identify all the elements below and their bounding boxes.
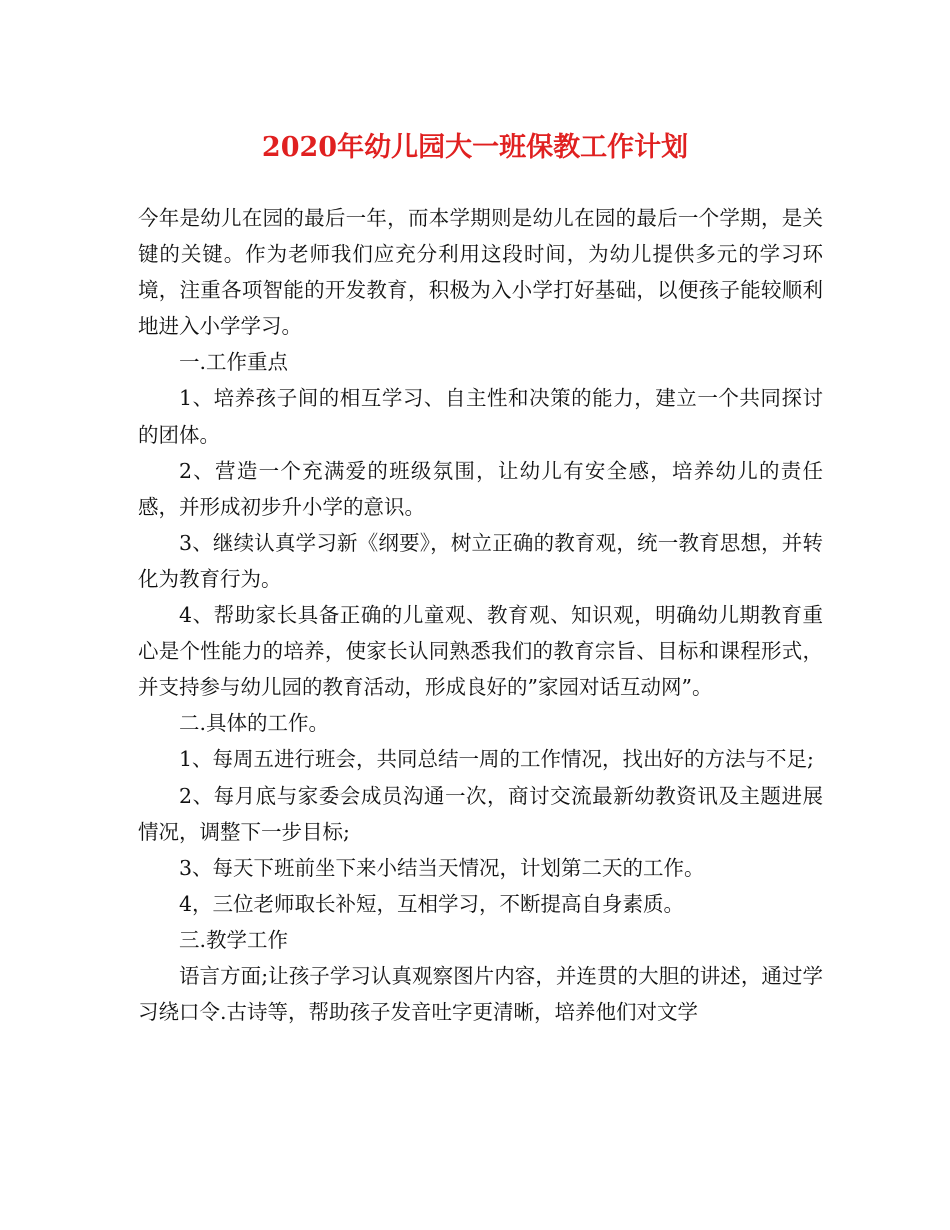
paragraph-focus-2: 2、营造一个充满爱的班级氛围，让幼儿有安全感，培养幼儿的责任感，并形成初步升小学的意识。 [138,458,823,519]
paragraph-intro: 今年是幼儿在园的最后一年，而本学期则是幼儿在园的最后一个学期，是关键的关键。作为老师我们应充分利用这段时间，为幼儿提供多元的学习环境，注重各项智能的开发教育，积极为入小学打好基础，以便孩子能较顺利地进入小学学习。 [138,206,823,339]
paragraph-focus-3: 3、继续认真学习新《纲要》，树立正确的教育观，统一教育思想，并转化为教育行为。 [138,530,823,591]
document-body [138,200,823,1030]
paragraph-work-4: 4，三位老师取长补短，互相学习，不断提高自身素质。 [179,891,685,916]
section-heading-specific-work: 二.具体的工作。 [179,711,330,736]
section-heading-teaching: 三.教学工作 [179,927,289,952]
section-heading-work-focus: 一.工作重点 [179,350,289,375]
paragraph-work-3: 3、每天下班前坐下来小结当天情况，计划第二天的工作。 [179,855,705,880]
paragraph-language: 语言方面;让孩子学习认真观察图片内容，并连贯的大胆的讲述，通过学习绕口令.古诗等，帮助孩子发音吐字更清晰，培养他们对文学 [138,963,823,1025]
document-title: 2020年幼儿园大一班保教工作计划 [261,132,689,163]
paragraph-work-1: 1、每周五进行班会，共同总结一周的工作情况，找出好的方法与不足; [179,747,814,772]
paragraph-work-2: 2、每月底与家委会成员沟通一次，商讨交流最新幼教资讯及主题进展情况，调整下一步目标; [138,783,823,844]
paragraph-focus-4: 4、帮助家长具备正确的儿童观、教育观、知识观，明确幼儿期教育重心是个性能力的培养，使家长认同熟悉我们的教育宗旨、目标和课程形式，并支持参与幼儿园的教育活动，形成良好的”家园对话互动网”。 [138,603,823,700]
paragraph-focus-1: 1、培养孩子间的相互学习、自主性和决策的能力，建立一个共同探讨的团体。 [138,386,823,447]
